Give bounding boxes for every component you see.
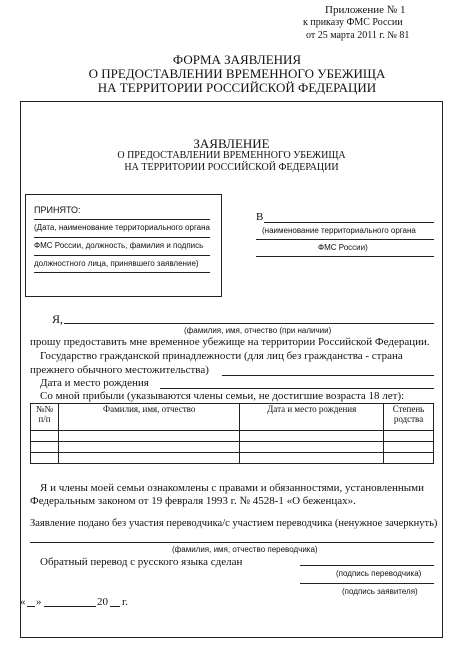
translator-signature-hint: (подпись переводчика) (336, 569, 422, 578)
table-cell[interactable] (240, 442, 384, 453)
to-field-line-3[interactable] (256, 256, 434, 257)
applicant-name-field[interactable] (64, 323, 434, 324)
table-cell[interactable] (31, 431, 59, 442)
applicant-signature-field[interactable] (300, 583, 434, 584)
table-cell[interactable] (384, 442, 434, 453)
birth-label: Дата и место рождения (40, 377, 149, 389)
date-day-field[interactable] (27, 606, 35, 607)
date-year-field[interactable] (110, 606, 120, 607)
family-table (30, 403, 434, 464)
accepted-line-2[interactable] (34, 237, 210, 238)
date-quote-open: « (20, 596, 26, 608)
annex-line-1: Приложение № 1 (325, 4, 406, 16)
col-header-relation: Степень родства (384, 404, 434, 431)
to-hint-1: (наименование территориального органа (262, 226, 416, 235)
form-title-line-3: НА ТЕРРИТОРИИ РОССИЙСКОЙ ФЕДЕРАЦИИ (97, 80, 377, 95)
form-title-line-1: ФОРМА ЗАЯВЛЕНИЯ (172, 52, 302, 67)
table-cell[interactable] (240, 453, 384, 464)
application-subtitle-2: НА ТЕРРИТОРИИ РОССИЙСКОЙ ФЕДЕРАЦИИ (124, 162, 339, 173)
date-quote-close: » (36, 596, 42, 608)
reverse-translation-text: Обратный перевод с русского языка сделан (40, 556, 243, 568)
col-header-birth: Дата и место рождения (240, 404, 384, 431)
date-year-prefix: 20 (97, 596, 108, 608)
arrived-text: Со мной прибыли (указываются члены семьи, не достигшие возраста 18 лет): (40, 390, 405, 402)
accepted-line-3[interactable] (34, 255, 210, 256)
request-text: прошу предоставить мне временное убежище на территории Российской Федерации. (30, 336, 430, 348)
birth-field[interactable] (160, 388, 434, 389)
citizenship-text-1: Государство гражданской принадлежности (для лиц без гражданства - страна (40, 350, 403, 362)
annex-line-3: от 25 марта 2011 г. № 81 (306, 30, 410, 41)
table-cell[interactable] (384, 453, 434, 464)
translator-text: Заявление подано без участия переводчика/с участием переводчика (ненужное зачеркнуть) (30, 518, 438, 529)
date-year-suffix: г. (122, 596, 129, 608)
accepted-hint-3: должностного лица, принявшего заявление) (34, 259, 199, 268)
citizenship-field[interactable] (222, 375, 434, 376)
accepted-line-4[interactable] (34, 272, 210, 273)
accepted-hint-1: (Дата, наименование территориального органа (34, 223, 210, 232)
table-cell[interactable] (58, 442, 239, 453)
form-title-line-2: О ПРЕДОСТАВЛЕНИИ ВРЕМЕННОГО УБЕЖИЩА (88, 66, 386, 81)
table-row (31, 442, 434, 453)
application-subtitle-1: О ПРЕДОСТАВЛЕНИИ ВРЕМЕННОГО УБЕЖИЩА (117, 150, 346, 161)
date-month-field[interactable] (44, 606, 96, 607)
translator-name-hint: (фамилия, имя, отчество переводчика) (172, 545, 318, 554)
accepted-title: ПРИНЯТО: (34, 205, 81, 215)
to-field-line-2[interactable] (256, 239, 434, 240)
acquainted-text-1: Я и члены моей семьи ознакомлены с правами и обязанностями, установленными (40, 482, 425, 494)
to-hint-2: ФМС России) (318, 243, 368, 252)
i-prefix: Я, (52, 312, 64, 326)
to-prefix: В (256, 211, 264, 223)
translator-name-field[interactable] (30, 542, 434, 543)
table-row (31, 453, 434, 464)
col-header-name: Фамилия, имя, отчество (58, 404, 239, 431)
table-row (31, 431, 434, 442)
table-cell[interactable] (31, 453, 59, 464)
table-cell[interactable] (31, 442, 59, 453)
acquainted-text-2: Федеральным законом от 19 февраля 1993 г. № 4528-1 «О беженцах». (30, 495, 356, 507)
translator-signature-field[interactable] (300, 565, 434, 566)
table-cell[interactable] (384, 431, 434, 442)
accepted-hint-2: ФМС России, должность, фамилия и подпись (34, 241, 204, 250)
table-cell[interactable] (58, 431, 239, 442)
citizenship-text-2: прежнего обычного местожительства) (30, 364, 209, 376)
to-field-line-1[interactable] (264, 222, 434, 223)
accepted-line-1[interactable] (34, 219, 210, 220)
table-header-row (31, 404, 434, 431)
applicant-name-hint: (фамилия, имя, отчество (при наличии) (184, 326, 332, 335)
table-cell[interactable] (240, 431, 384, 442)
applicant-signature-hint: (подпись заявителя) (342, 587, 418, 596)
annex-line-2: к приказу ФМС России (303, 17, 403, 28)
col-header-number: №№ п/п (31, 404, 59, 431)
table-cell[interactable] (58, 453, 239, 464)
application-title: ЗАЯВЛЕНИЕ (193, 136, 270, 151)
